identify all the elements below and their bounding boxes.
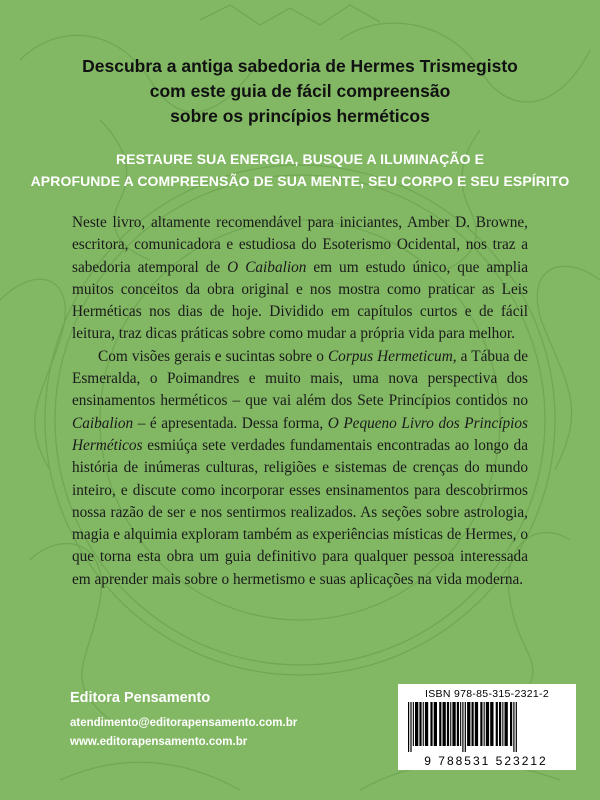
barcode-bar [460, 702, 461, 746]
subheadline-line-2: APROFUNDE A COMPREENSÃO DE SUA MENTE, SEU CORPO E SEU ESPÍRITO [30, 173, 570, 189]
barcode-bar [447, 702, 449, 746]
barcode-bar [415, 702, 418, 746]
barcode-bar [484, 702, 485, 746]
title-caibalion: Caibalion [72, 414, 134, 432]
publisher-website: www.editorapensamento.com.br [70, 736, 248, 748]
barcode-bar [450, 702, 451, 746]
barcode-bar [430, 702, 432, 746]
headline-line-2: com este guia de fácil compreensão [149, 81, 451, 101]
p1-text-b: em um estudo único, que amplia muitos conceitos da obra original e nos mostra como praticar as Leis Herméticas nos dias de hoje. Dividido em capítulos curtos e de fácil leitura, traz dicas práticas sobre como mudar a própria vida para melhor. [72, 258, 529, 343]
p2-text-d: esmiúça sete verdades fundamentais encontradas ao longo da história de inúmeras culturas, religiões e sistemas de crenças do mundo inteiro, e discute como incorporar esses ensinamentos para descobrirmos nossa razão de ser e nos sentirmos realizados. As seções sobre astrologia, magia e alquimia exploram também as experiências místicas de Hermes, o que torna esta obra um guia definitivo para qualquer pessoa interessada em aprender mais sobre o hermetismo e suas aplicações na vida moderna. [72, 436, 528, 588]
title-o-caibalion: O Caibalion [227, 258, 307, 276]
barcode-bar [502, 702, 503, 746]
isbn-number: ISBN 978-85-315-2321-2 [425, 688, 549, 700]
barcode-bar [439, 702, 441, 746]
p1-text-a: Neste livro, altamente recomendável para iniciantes, Amber D. Browne, escritora, comunicadora e estudiosa do Esoterismo Ocidental, nos traz a sabedoria atemporal de [72, 214, 528, 276]
barcode-bar [413, 702, 414, 746]
barcode-bar [486, 702, 489, 746]
back-cover-headline [0, 54, 600, 129]
back-cover-subheadline [0, 148, 600, 192]
barcode-bar [452, 702, 455, 746]
p2-text-c: – é apresentada. Dessa forma, [133, 414, 328, 432]
description-paragraph-2 [72, 346, 528, 591]
barcode-bar [516, 702, 517, 752]
barcode-bar [510, 702, 512, 746]
barcode-bar [457, 702, 459, 746]
subheadline-line-1: RESTAURE SUA ENERGIA, BUSQUE A ILUMINAÇÃO E [115, 151, 485, 167]
publisher-info [70, 690, 297, 752]
barcode-bar [472, 702, 474, 746]
barcode-digits: 9 788531 523212 [424, 754, 548, 768]
publisher-name: Editora Pensamento [70, 690, 211, 706]
isbn-barcode [398, 684, 576, 770]
barcode-bar [443, 702, 446, 746]
barcode-bar [423, 702, 424, 746]
headline-line-1: Descubra a antiga sabedoria de Hermes Trismegisto [82, 56, 518, 76]
p2-text-b: , a Tábua de Esmeralda, o Poimandres e muito mais, uma nova perspectiva dos ensinamentos herméticos – que vai além dos Sete Princípios contidos no [72, 347, 529, 410]
barcode-bar [505, 702, 508, 746]
p2-text-a: Com visões gerais e sucintas sobre o [98, 347, 328, 365]
barcode-bars [404, 702, 570, 752]
barcode-bar [408, 702, 409, 752]
barcode-bar [419, 702, 421, 746]
barcode-bar [475, 702, 478, 746]
barcode-bar [499, 702, 501, 746]
barcode-bar [513, 702, 514, 752]
title-pequeno-livro: O Pequeno Livro dos Princípios Herméticos [72, 414, 528, 454]
book-description [72, 212, 528, 591]
barcode-bar [480, 702, 482, 746]
barcode-bar [467, 702, 470, 746]
headline-line-3: sobre os princípios herméticos [170, 106, 430, 126]
title-corpus-hermeticum: Corpus Hermeticum [327, 347, 453, 365]
barcode-bar [490, 702, 493, 746]
barcode-bar [425, 702, 428, 746]
barcode-bar [434, 702, 437, 746]
barcode-bar [465, 702, 466, 752]
description-paragraph-1 [72, 212, 528, 346]
barcode-bar [410, 702, 411, 752]
barcode-bar [496, 702, 498, 746]
barcode-bar [462, 702, 463, 752]
publisher-email: atendimento@editorapensamento.com.br [70, 717, 298, 729]
